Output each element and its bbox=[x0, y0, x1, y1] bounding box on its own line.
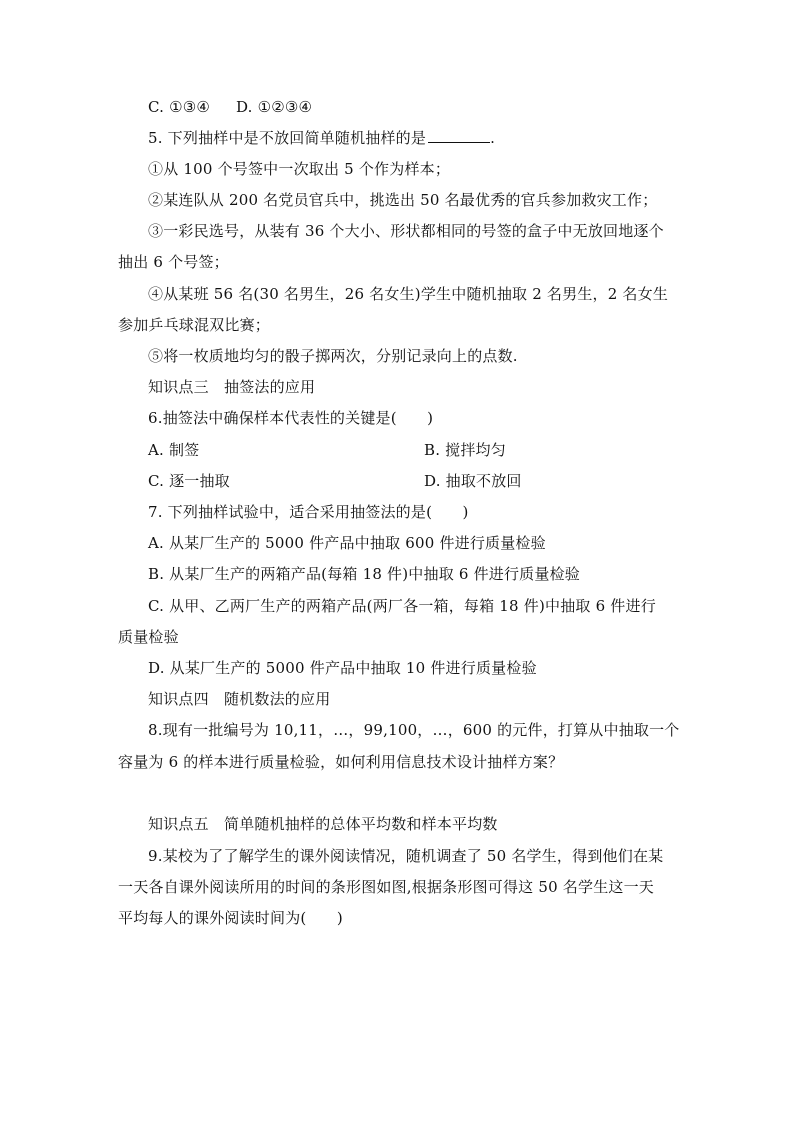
q4-options-row bbox=[148, 97, 312, 117]
q9-line-3: 平均每人的课外阅读时间为( ) bbox=[118, 909, 343, 927]
q4-option-c: C. ①③④ bbox=[148, 98, 211, 116]
q5-item-5: ⑤将一枚质地均匀的骰子掷两次，分别记录向上的点数. bbox=[148, 347, 518, 365]
q5-item-2: ②某连队从 200 名党员官兵中，挑选出 50 名最优秀的官兵参加救灾工作； bbox=[148, 191, 658, 209]
q7-option-b: B. 从某厂生产的两箱产品(每箱 18 件)中抽取 6 件进行质量检验 bbox=[148, 565, 580, 583]
q5-item-4-line-1: ④从某班 56 名(30 名男生，26 名女生)学生中随机抽取 2 名男生，2 名女生 bbox=[148, 285, 669, 303]
q5-item-1: ①从 100 个号签中一次取出 5 个作为样本； bbox=[148, 160, 451, 178]
q6-option-b: B. 搅拌均匀 bbox=[424, 441, 506, 459]
q5-item-3-line-1: ③一彩民选号，从装有 36 个大小、形状都相同的号签的盒子中无放回地逐个 bbox=[148, 222, 664, 240]
q5-stem: 5. 下列抽样中是不放回简单随机抽样的是 . bbox=[148, 129, 496, 147]
q5-item-4-line-2: 参加乒乓球混双比赛； bbox=[118, 316, 271, 334]
q6-option-a: A. 制签 bbox=[148, 441, 200, 459]
q4-option-d: D. ①②③④ bbox=[235, 98, 313, 116]
q5-item-3-line-2: 抽出 6 个号签； bbox=[118, 253, 229, 271]
q6-option-d: D. 抽取不放回 bbox=[424, 472, 522, 490]
q8-line-1: 8.现有一批编号为 10,11，…，99,100，…，600 的元件，打算从中抽取一个 bbox=[148, 721, 680, 739]
section-4-title: 知识点四 随机数法的应用 bbox=[148, 690, 331, 708]
q7-option-a: A. 从某厂生产的 5000 件产品中抽取 600 件进行质量检验 bbox=[148, 534, 546, 552]
section-5-title: 知识点五 简单随机抽样的总体平均数和样本平均数 bbox=[148, 815, 498, 833]
q6-option-c: C. 逐一抽取 bbox=[148, 472, 230, 490]
q9-line-2: 一天各自课外阅读所用的时间的条形图如图,根据条形图可得这 50 名学生这一天 bbox=[118, 878, 654, 896]
q8-line-2: 容量为 6 的样本进行质量检验，如何利用信息技术设计抽样方案？ bbox=[118, 753, 564, 771]
q7-stem: 7. 下列抽样试验中，适合采用抽签法的是( ) bbox=[148, 503, 469, 521]
q7-option-c-line-1: C. 从甲、乙两厂生产的两箱产品(两厂各一箱，每箱 18 件)中抽取 6 件进行 bbox=[148, 597, 656, 615]
answer-blank bbox=[428, 128, 490, 143]
section-3-title: 知识点三 抽签法的应用 bbox=[148, 378, 316, 396]
q9-line-1: 9.某校为了了解学生的课外阅读情况，随机调查了 50 名学生，得到他们在某 bbox=[148, 847, 664, 865]
q6-stem: 6.抽签法中确保样本代表性的关键是( ) bbox=[148, 409, 434, 427]
q7-option-c-line-2: 质量检验 bbox=[118, 628, 179, 646]
q7-option-d: D. 从某厂生产的 5000 件产品中抽取 10 件进行质量检验 bbox=[148, 659, 537, 677]
